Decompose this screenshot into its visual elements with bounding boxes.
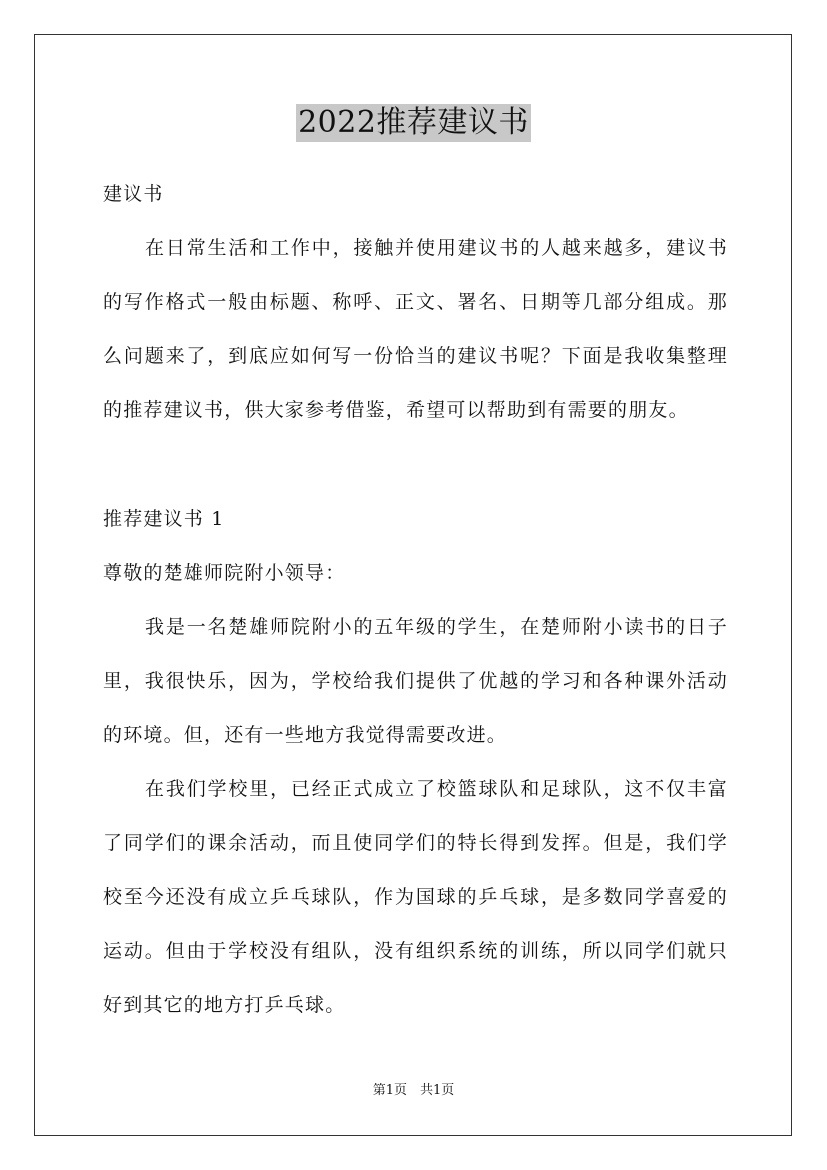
- salutation: 尊敬的楚雄师院附小领导：: [103, 562, 346, 584]
- body-line: 我是一名楚雄师院附小的五年级的学生，在楚师附小读书的日子: [145, 616, 728, 638]
- intro-line: 的推荐建议书，供大家参考借鉴，希望可以帮助到有需要的朋友。: [103, 399, 689, 421]
- document-title: 2022推荐建议书: [298, 105, 529, 140]
- body-line: 了同学们的课余活动，而且使同学们的特长得到发挥。但是，我们学: [103, 832, 728, 854]
- intro-line: 的写作格式一般由标题、称呼、正文、署名、日期等几部分组成。那: [103, 291, 728, 313]
- body-line: 好到其它的地方打乒乓球。: [103, 994, 346, 1016]
- body-line: 的环境。但，还有一些地方我觉得需要改进。: [103, 724, 508, 746]
- body-line: 在我们学校里，已经正式成立了校篮球队和足球队，这不仅丰富: [145, 778, 728, 800]
- page-number-footer: 第1页 共1页: [372, 1083, 455, 1098]
- intro-line: 在日常生活和工作中，接触并使用建议书的人越来越多，建议书: [145, 237, 728, 259]
- heading-jianyishu: 建议书: [103, 183, 164, 205]
- title-container: [0, 104, 827, 142]
- body-line: 里，我很快乐，因为，学校给我们提供了优越的学习和各种课外活动: [103, 670, 728, 692]
- intro-line: 么问题来了，到底应如何写一份恰当的建议书呢？下面是我收集整理: [103, 345, 728, 367]
- section-title: 推荐建议书 1: [103, 508, 225, 530]
- body-line: 校至今还没有成立乒乓球队，作为国球的乒乓球，是多数同学喜爱的: [103, 886, 728, 908]
- body-line: 运动。但由于学校没有组队，没有组织系统的训练，所以同学们就只: [103, 940, 728, 962]
